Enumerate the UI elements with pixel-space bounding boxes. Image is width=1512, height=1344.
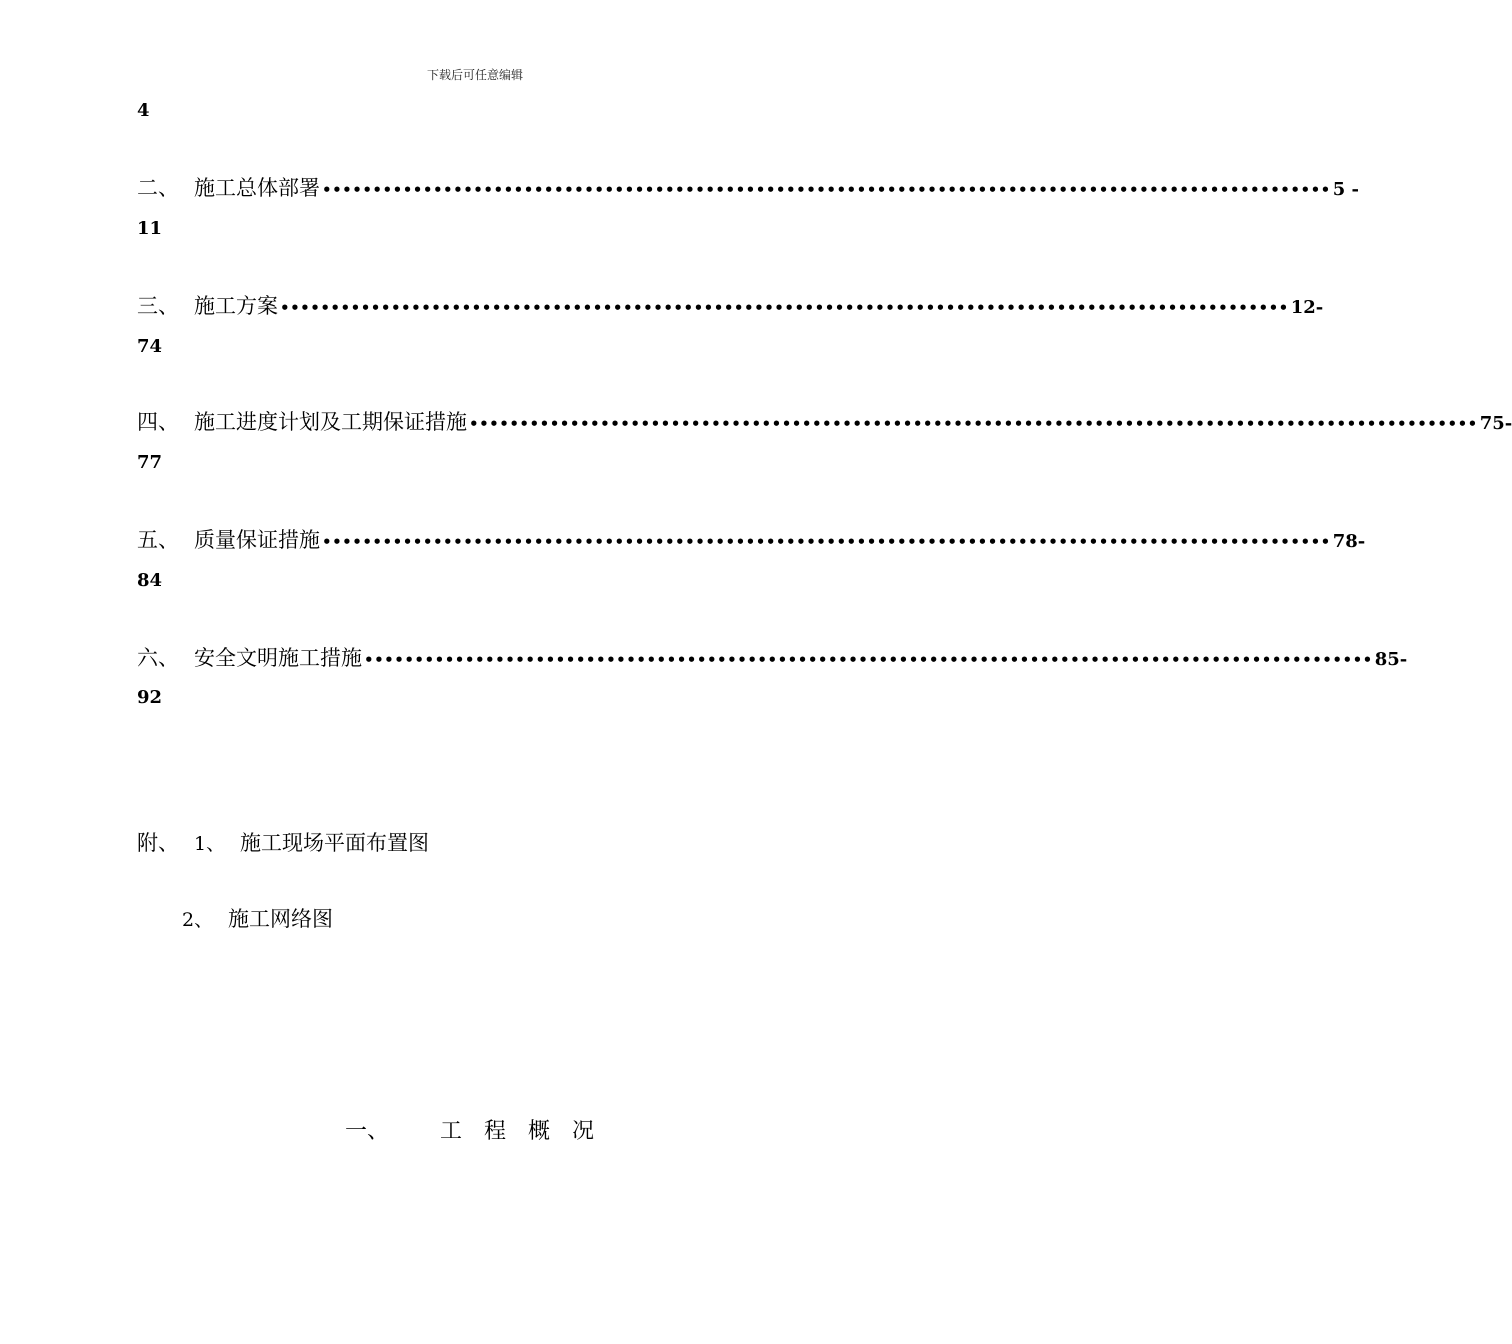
appendix-item-2[interactable] — [182, 905, 333, 934]
appendix-item-index: 1、 — [194, 833, 226, 855]
toc-entry-page-end: 84 — [137, 570, 163, 591]
toc-entry-page-end: 77 — [137, 452, 163, 473]
appendix-item-title: 施工现场平面布置图 — [240, 831, 429, 855]
section-heading-number: 一、 — [344, 1119, 389, 1144]
toc-entry-number: 五、 — [137, 528, 179, 552]
appendix-item-1[interactable] — [137, 829, 429, 858]
appendix-item-index: 2、 — [182, 909, 214, 931]
toc-entry-title: 施工总体部署 — [194, 176, 320, 200]
toc-entry-3[interactable] — [137, 292, 1324, 320]
toc-leader-dots: •••••••••••••••••••••••••••••••••••••••••••••••••••••••••••••••••••••••••••••••••••••••••••••••••••• — [364, 651, 1373, 669]
toc-entry-4[interactable] — [137, 408, 1512, 436]
toc-entry-title: 施工进度计划及工期保证措施 — [194, 410, 467, 434]
section-heading-char: 概 — [528, 1119, 551, 1144]
toc-entry-page-start: 12- — [1290, 297, 1324, 318]
section-heading-char: 工 — [439, 1119, 462, 1144]
toc-entry-title: 质量保证措施 — [194, 528, 320, 552]
toc-entry-page-start: 78- — [1332, 531, 1366, 552]
toc-leader-dots: •••••••••••••••••••••••••••••••••••••••••••••••••••••••••••••••••••••••••••••••••••••••••••••••••••• — [322, 181, 1331, 199]
section-heading-char: 程 — [483, 1119, 506, 1144]
toc-entry-page-start: 85- — [1374, 649, 1408, 670]
page-header: 下载后可任意编辑 — [426, 68, 523, 82]
toc-entry-number: 四、 — [137, 410, 179, 434]
toc-entry-number: 二、 — [137, 176, 179, 200]
continued-page-number: 4 — [137, 100, 150, 121]
toc-entry-page-start: 75- — [1479, 413, 1512, 434]
toc-entry-number: 三、 — [137, 294, 179, 318]
toc-entry-page-end: 74 — [137, 336, 163, 357]
toc-entry-5[interactable] — [137, 526, 1366, 554]
toc-entry-number: 六、 — [137, 646, 179, 670]
toc-leader-dots: •••••••••••••••••••••••••••••••••••••••••••••••••••••••••••••••••••••••••••••••••••••••••••••••••••• — [322, 533, 1331, 551]
appendix-item-title: 施工网络图 — [228, 907, 333, 931]
toc-entry-page-end: 92 — [137, 687, 163, 708]
toc-entry-2[interactable] — [137, 174, 1360, 202]
toc-leader-dots: •••••••••••••••••••••••••••••••••••••••••••••••••••••••••••••••••••••••••••••••••••••••••••••••••••• — [469, 415, 1478, 433]
toc-entry-page-end: 11 — [137, 218, 163, 239]
toc-entry-title: 安全文明施工措施 — [194, 646, 362, 670]
appendix-label: 附、 — [137, 831, 179, 855]
toc-leader-dots: •••••••••••••••••••••••••••••••••••••••••••••••••••••••••••••••••••••••••••••••••••••••••••••••••••• — [280, 299, 1289, 317]
toc-entry-6[interactable] — [137, 644, 1408, 672]
section-heading-char: 况 — [572, 1119, 595, 1144]
toc-entry-title: 施工方案 — [194, 294, 278, 318]
section-heading — [0, 1117, 950, 1147]
toc-entry-page-start: 5 - — [1332, 179, 1360, 200]
